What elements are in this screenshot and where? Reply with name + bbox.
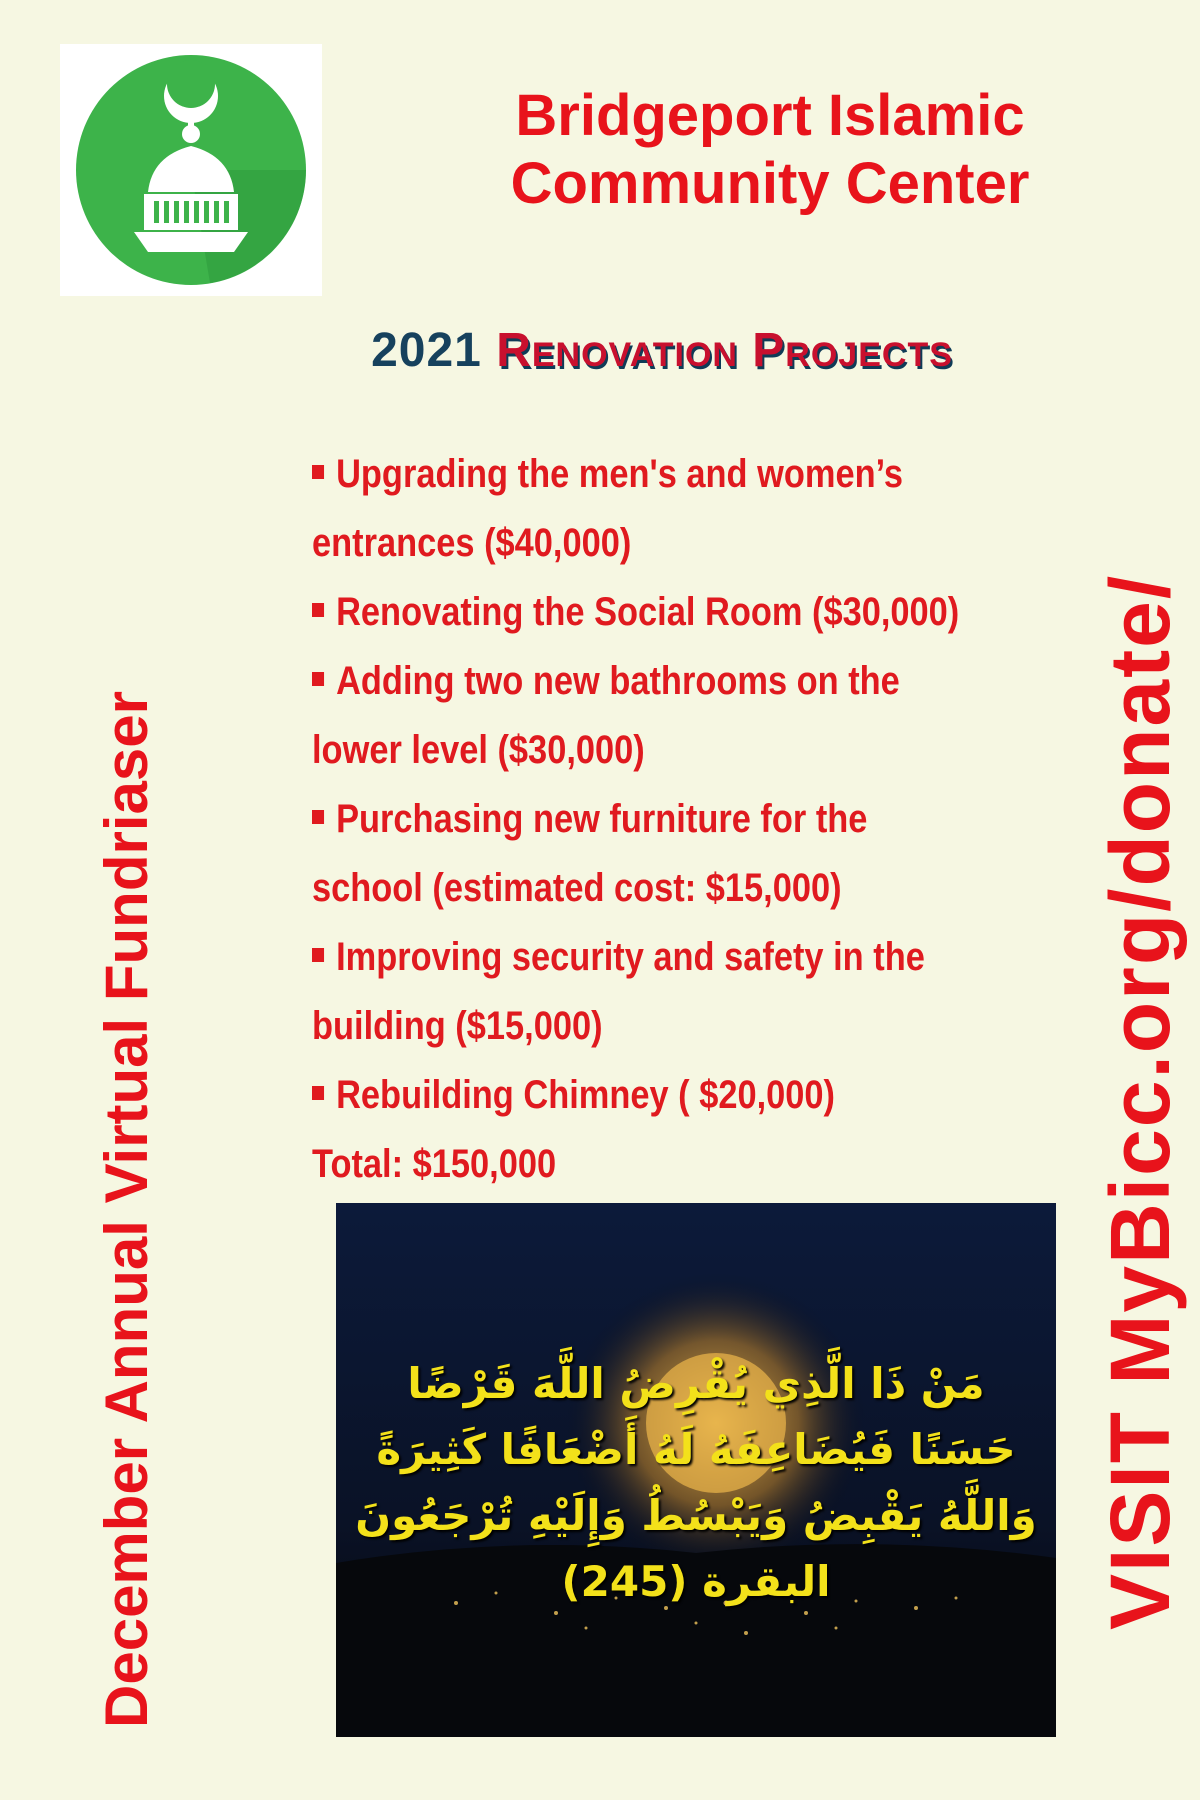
list-item: Adding two new bathrooms on the lower level ($30,000) (312, 659, 900, 772)
verse-line: وَاللَّهُ يَقْبِضُ وَيَبْسُطُ وَإِلَيْهِ تُرْجَعُونَ (355, 1491, 1037, 1540)
list-item: Purchasing new furniture for the school (estimated cost: $15,000) (312, 797, 868, 910)
mosque-dome-icon (60, 44, 322, 296)
org-name-line1: Bridgeport Islamic (515, 83, 1025, 148)
verse-line: حَسَنًا فَيُضَاعِفَهُ لَهُ أَضْعَافًا كَثِيرَةً (376, 1425, 1016, 1474)
quran-verse (336, 1351, 1056, 1615)
bullet-icon (312, 672, 324, 686)
bullet-icon (312, 1086, 324, 1100)
total-amount: Total: $150,000 (312, 1142, 557, 1186)
list-item: Upgrading the men's and women’s entrances ($40,000) (312, 452, 904, 565)
org-name-line2: Community Center (510, 151, 1030, 216)
bullet-icon (312, 948, 324, 962)
bullet-icon (312, 465, 324, 479)
donate-url-banner: VISIT MyBicc.org/donate/ (1093, 573, 1187, 1630)
bullet-icon (312, 810, 324, 824)
list-item: Renovating the Social Room ($30,000) (312, 578, 966, 647)
fundraiser-banner: December Annual Virtual Fundriaser (93, 691, 160, 1728)
org-title (440, 82, 1100, 218)
section-year: 2021 (371, 324, 482, 377)
mosque-logo (60, 44, 322, 296)
bullet-icon (312, 603, 324, 617)
verse-line: مَنْ ذَا الَّذِي يُقْرِضُ اللَّهَ قَرْضًا (407, 1359, 985, 1408)
projects-list (312, 440, 966, 1199)
verse-reference: البقرة (245) (561, 1557, 831, 1606)
verse-image (336, 1203, 1056, 1737)
list-item: Rebuilding Chimney ( $20,000) (312, 1061, 966, 1130)
section-title (262, 323, 1062, 378)
section-heading: Renovation Projects (496, 324, 953, 377)
list-item: Improving security and safety in the building ($15,000) (312, 935, 925, 1048)
